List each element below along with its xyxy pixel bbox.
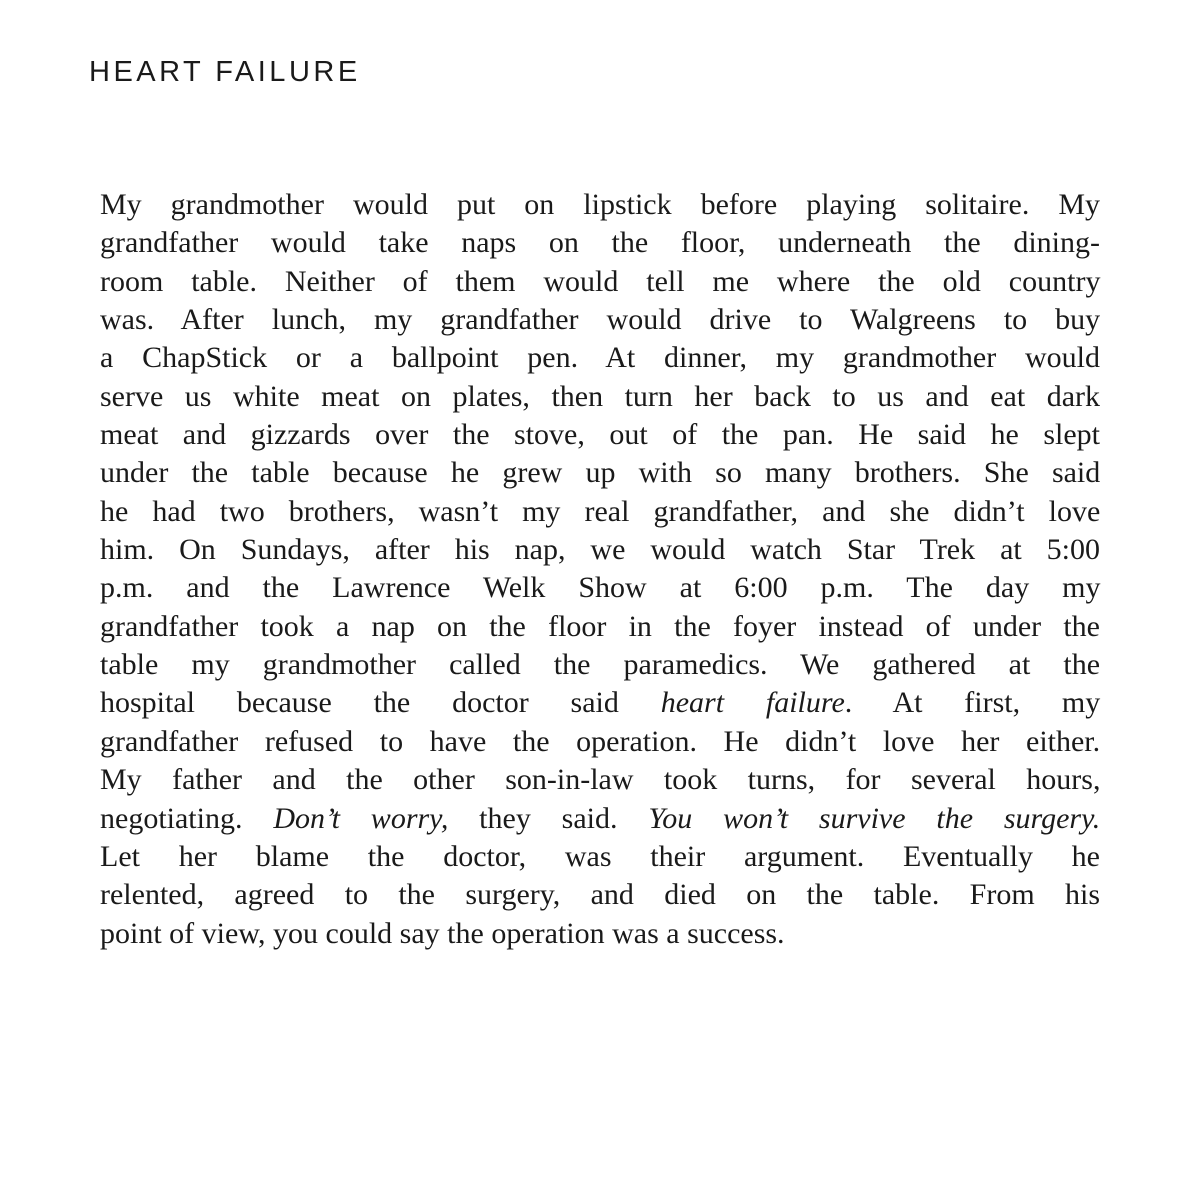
text-line: hospital because the doctor said heart failure. At first, my [100,686,1101,720]
text-line: he had two brothers, wasn’t my real grandfather, and she didn’t love [100,494,1101,528]
text-line: serve us white meat on plates, then turn her back to us and eat dark [100,379,1100,413]
text-line: meat and gizzards over the stove, out of the pan. He said he slept [100,418,1100,452]
text-line: was. After lunch, my grandfather would drive to Walgreens to buy [100,303,1101,337]
text-line: My father and the other son-in-law took turns, for several hours, [100,763,1101,797]
text-line: p.m. and the Lawrence Welk Show at 6:00 p.m. The day my [100,571,1101,605]
text-line: under the table because he grew up with so many brothers. She said [100,456,1101,490]
text-line: him. On Sundays, after his nap, we would watch Star Trek at 5:00 [100,533,1100,567]
text-line: grandfather took a nap on the floor in the foyer instead of under the [100,609,1100,643]
text-line: Let her blame the doctor, was their argument. Eventually he [100,839,1100,873]
text-line: negotiating. Don’t worry, they said. You won’t survive the surgery. [100,801,1101,835]
body-paragraph [100,186,1100,953]
text-line: grandfather refused to have the operation. He didn’t love her either. [100,724,1101,758]
italic-emphasis: heart failure [660,686,845,720]
text-line: point of view, you could say the operation was a success. [100,916,785,950]
italic-quote: You won’t survive the surgery. [648,801,1101,835]
text-line: relented, agreed to the surgery, and died on the table. From his [100,878,1100,912]
text-line: table my grandmother called the paramedics. We gathered at the [100,648,1101,682]
text-line: room table. Neither of them would tell me where the old country [100,264,1101,298]
italic-quote: Don’t worry, [273,801,449,835]
text-line: grandfather would take naps on the floor, underneath the dining- [100,226,1100,260]
chapter-title: HEART FAILURE [89,56,361,88]
text-line: My grandmother would put on lipstick before playing solitaire. My [100,188,1100,221]
text-line: a ChapStick or a ballpoint pen. At dinner, my grandmother would [100,341,1100,375]
